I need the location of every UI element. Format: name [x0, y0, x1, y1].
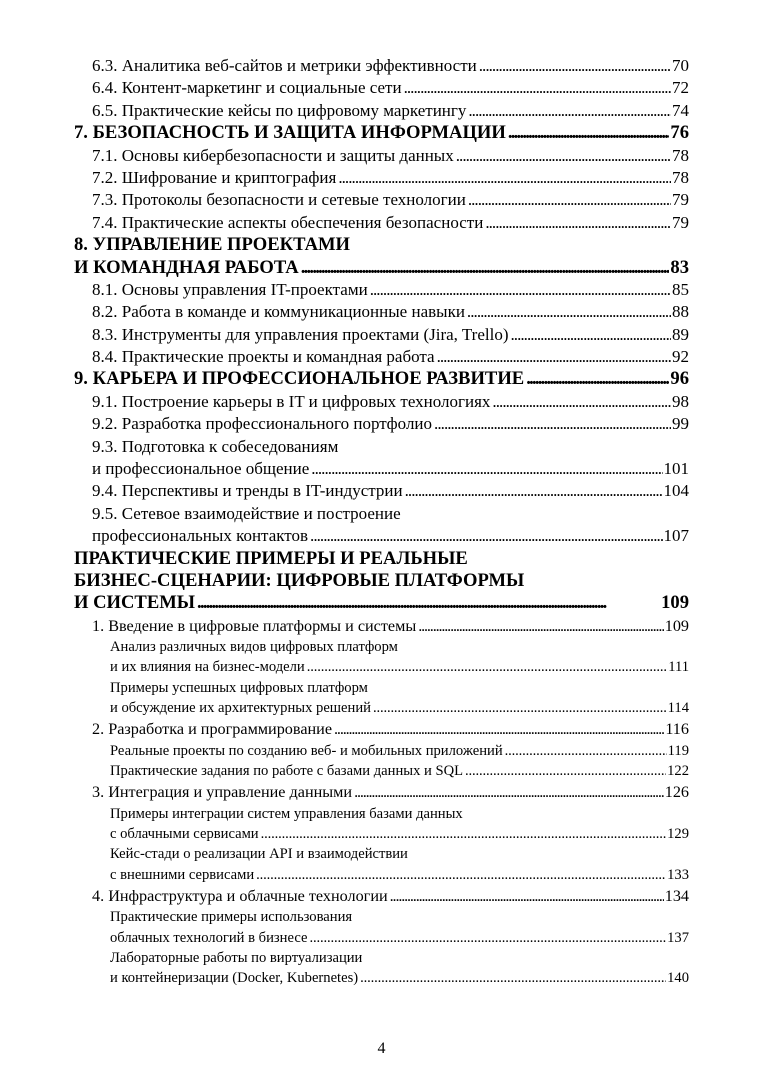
toc-entry-title: 8.2. Работа в команде и коммуникационные навыки — [92, 302, 465, 322]
toc-entry-title: 7.1. Основы кибербезопасности и защиты данных — [92, 145, 454, 165]
toc-entry-page: 96 — [670, 368, 689, 390]
toc-entry — [0, 907, 763, 927]
toc-entry-title: 1. Введение в цифровые платформы и системы — [92, 616, 417, 635]
toc-entry-title: и профессиональное общение — [92, 459, 310, 479]
toc-entry-title: 7. БЕЗОПАСНОСТЬ И ЗАЩИТА ИНФОРМАЦИИ — [74, 122, 506, 144]
toc-entry — [0, 865, 763, 885]
toc-entry-page: 74 — [672, 100, 689, 120]
toc-entry-title: 6.4. Контент-маркетинг и социальные сети — [92, 78, 402, 98]
dot-leader — [485, 212, 671, 234]
toc-entry-title: облачных технологий в бизнесе — [110, 929, 308, 946]
toc-entry — [0, 844, 763, 864]
toc-entry-title: Анализ различных видов цифровых платформ — [110, 639, 398, 656]
toc-entry — [0, 368, 763, 390]
toc-entry — [0, 678, 763, 698]
toc-entry — [0, 346, 763, 368]
toc-entry-title: 8.1. Основы управления IT-проектами — [92, 279, 368, 299]
toc-entry-title: 7.4. Практические аспекты обеспечения безопасности — [92, 212, 484, 232]
dot-leader — [261, 824, 666, 844]
toc-entry-page: 78 — [672, 145, 689, 165]
toc-entry-title: 9.1. Построение карьеры в IT и цифровых технологиях — [92, 391, 491, 411]
toc-entry-title: 7.2. Шифрование и криптография — [92, 167, 337, 187]
toc-entry-title: с внешними сервисами — [110, 866, 255, 883]
toc-entry-page: 133 — [667, 866, 689, 883]
toc-entry — [0, 234, 763, 256]
toc-entry — [0, 948, 763, 968]
toc-entry-title: БИЗНЕС-СЦЕНАРИИ: ЦИФРОВЫЕ ПЛАТФОРМЫ — [74, 569, 525, 591]
dot-leader — [334, 718, 664, 740]
toc-entry-title: 4. Инфраструктура и облачные технологии — [92, 886, 388, 905]
toc-entry-page: 101 — [663, 459, 689, 479]
toc-entry — [0, 968, 763, 988]
toc-entry-page: 109 — [664, 616, 689, 635]
toc-entry-title: 2. Разработка и программирование — [92, 720, 333, 739]
dot-leader — [418, 615, 663, 637]
toc-entry-page: 79 — [672, 212, 689, 232]
toc-entry-page: 72 — [672, 78, 689, 98]
toc-entry-title: Практические примеры использования — [110, 909, 353, 926]
toc-entry-title: Лабораторные работы по виртуализации — [110, 949, 363, 966]
toc-entry — [0, 503, 763, 525]
toc-entry — [0, 637, 763, 657]
toc-entry — [0, 804, 763, 824]
toc-entry-page: 122 — [667, 763, 689, 780]
toc-entry-title: с облачными сервисами — [110, 826, 259, 843]
dot-leader — [370, 279, 671, 301]
toc-entry-title: 9.2. Разработка профессионального портфолио — [92, 414, 433, 434]
toc-entry — [0, 212, 763, 234]
toc-entry-page: 126 — [664, 783, 689, 802]
toc-entry — [0, 761, 763, 781]
toc-entry-page: 134 — [664, 886, 689, 905]
toc-entry-page: 85 — [672, 279, 689, 299]
toc-entry — [0, 458, 763, 480]
toc-entry — [0, 657, 763, 677]
toc-entry-title: и обсуждение их архитектурных решений — [110, 700, 371, 717]
toc-entry-title: 8. УПРАВЛЕНИЕ ПРОЕКТАМИ — [74, 234, 351, 256]
dot-leader — [405, 480, 663, 502]
toc-entry — [0, 55, 763, 77]
dot-leader — [301, 257, 670, 279]
toc-entry — [0, 189, 763, 211]
toc-entry — [0, 436, 763, 458]
dot-leader — [437, 346, 671, 368]
dot-leader — [479, 55, 671, 77]
toc-entry — [0, 741, 763, 761]
dot-leader — [465, 761, 666, 781]
toc-entry-title: 6.3. Аналитика веб-сайтов и метрики эффективности — [92, 56, 477, 75]
toc-entry-page: 109 — [661, 592, 689, 614]
toc-entry — [0, 77, 763, 99]
toc-entry-title: 8.3. Инструменты для управления проектами (Jira, Trello) — [92, 324, 509, 344]
toc-entry-title: 6.5. Практические кейсы по цифровому маркетингу — [92, 100, 467, 120]
toc-entry-page: 107 — [663, 526, 689, 546]
toc-entry-title: 3. Интеграция и управление данными — [92, 783, 353, 802]
toc-entry — [0, 615, 763, 637]
table-of-contents — [0, 55, 763, 988]
dot-leader — [505, 741, 667, 761]
page-number: 4 — [377, 1040, 386, 1057]
toc-entry-page: 114 — [667, 700, 689, 717]
toc-entry — [0, 718, 763, 740]
dot-leader — [311, 458, 662, 480]
dot-leader — [309, 928, 666, 948]
dot-leader — [373, 698, 667, 718]
toc-entry-title: Практические задания по работе с базами данных и SQL — [110, 763, 464, 780]
toc-entry-title: И КОМАНДНАЯ РАБОТА — [74, 256, 299, 278]
dot-leader — [492, 391, 671, 413]
toc-entry — [0, 257, 763, 279]
toc-entry-title: и их влияния на бизнес-модели — [110, 659, 305, 676]
toc-entry — [0, 698, 763, 718]
toc-entry — [0, 122, 763, 144]
toc-entry-page: 111 — [668, 659, 689, 676]
toc-entry — [0, 592, 763, 614]
toc-entry-page: 129 — [667, 826, 689, 843]
dot-leader — [390, 885, 664, 907]
toc-entry — [0, 548, 763, 570]
toc-entry-title: 9.3. Подготовка к собеседованиям — [92, 436, 339, 456]
toc-entry — [0, 279, 763, 301]
toc-entry-page: 99 — [672, 414, 689, 434]
dot-leader — [456, 145, 671, 167]
toc-entry-title: 9. КАРЬЕРА И ПРОФЕССИОНАЛЬНОЕ РАЗВИТИЕ — [74, 368, 525, 390]
toc-entry-title: Примеры интеграции систем управления базами данных — [110, 805, 463, 822]
toc-entry-title: 7.3. Протоколы безопасности и сетевые технологии — [92, 190, 466, 210]
toc-entry-title: Кейс-стади о реализации API и взаимодействии — [110, 846, 408, 863]
dot-leader — [510, 324, 671, 346]
dot-leader — [468, 100, 671, 122]
toc-entry — [0, 781, 763, 803]
dot-leader — [310, 525, 662, 547]
toc-entry-title: 9.5. Сетевое взаимодействие и построение — [92, 503, 401, 523]
dot-leader — [434, 413, 671, 435]
toc-entry — [0, 391, 763, 413]
dot-leader — [526, 368, 669, 390]
toc-entry-page: 119 — [667, 742, 689, 759]
toc-entry-page: 92 — [672, 347, 689, 367]
toc-entry-page: 140 — [667, 970, 689, 987]
toc-entry-page: 88 — [672, 302, 689, 322]
toc-entry-page: 89 — [672, 324, 689, 344]
toc-entry — [0, 928, 763, 948]
dot-leader — [256, 865, 666, 885]
toc-entry — [0, 480, 763, 502]
toc-entry-title: 8.4. Практические проекты и командная работа — [92, 347, 435, 367]
toc-entry-page: 79 — [672, 190, 689, 210]
toc-entry — [0, 145, 763, 167]
toc-entry-title: ПРАКТИЧЕСКИЕ ПРИМЕРЫ И РЕАЛЬНЫЕ — [74, 547, 468, 569]
dot-leader — [467, 301, 671, 323]
dot-leader — [360, 968, 666, 988]
toc-entry-page: 116 — [665, 720, 689, 739]
dot-leader — [354, 781, 664, 803]
toc-entry — [0, 885, 763, 907]
dot-leader — [307, 657, 667, 677]
dot-leader — [508, 122, 670, 144]
toc-entry-page: 76 — [670, 122, 689, 144]
toc-entry-title: профессиональных контактов — [92, 526, 309, 546]
dot-leader — [338, 167, 671, 189]
toc-entry-page: 137 — [667, 929, 689, 946]
toc-entry-page: 78 — [672, 167, 689, 187]
toc-entry — [0, 824, 763, 844]
toc-entry — [0, 525, 763, 547]
toc-entry-title: И СИСТЕМЫ — [74, 592, 196, 614]
toc-entry-page: 70 — [672, 56, 689, 75]
toc-entry — [0, 100, 763, 122]
toc-entry — [0, 167, 763, 189]
dot-leader — [468, 189, 671, 211]
toc-entry-page: 83 — [670, 256, 689, 278]
toc-entry-page: 98 — [672, 391, 689, 411]
toc-entry-page: 104 — [663, 481, 689, 501]
toc-entry-title: и контейнеризации (Docker, Kubernetes) — [110, 970, 359, 987]
toc-entry-title: Реальные проекты по созданию веб- и мобильных приложений — [110, 742, 503, 759]
toc-entry — [0, 413, 763, 435]
toc-entry — [0, 301, 763, 323]
toc-entry — [0, 324, 763, 346]
dot-leader — [404, 77, 671, 99]
toc-entry — [0, 570, 763, 592]
toc-entry-title: 9.4. Перспективы и тренды в IT-индустрии — [92, 481, 403, 501]
toc-entry-title: Примеры успешных цифровых платформ — [110, 679, 368, 696]
dot-leader — [197, 592, 660, 614]
